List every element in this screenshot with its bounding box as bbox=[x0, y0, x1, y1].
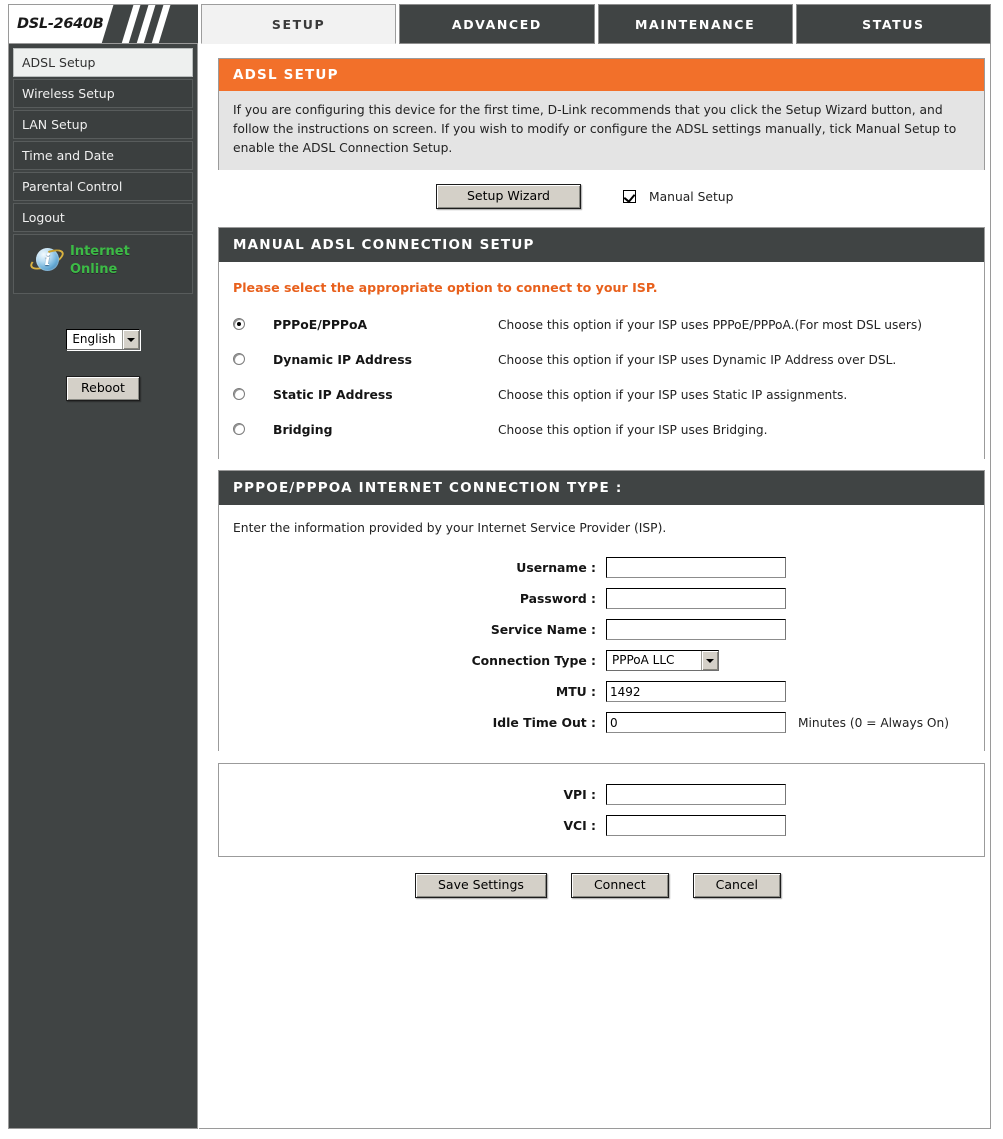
isp-option-row-static bbox=[233, 387, 968, 404]
top-navigation-bar bbox=[8, 4, 991, 44]
connection-type-row bbox=[233, 650, 968, 671]
cancel-button[interactable]: Cancel bbox=[693, 873, 781, 898]
idle-time-out-label: Idle Time Out : bbox=[492, 715, 596, 730]
radio-cell bbox=[233, 352, 255, 368]
sidebar-item-time-and-date[interactable]: Time and Date bbox=[13, 141, 193, 170]
manual-setup-checkbox[interactable] bbox=[623, 190, 636, 203]
sidebar bbox=[8, 44, 198, 1129]
atm-pvc-panel bbox=[218, 763, 985, 857]
spacer-3 bbox=[218, 459, 984, 470]
vci-row bbox=[233, 815, 968, 836]
isp-option-row-pppoe bbox=[233, 317, 968, 334]
password-label: Password : bbox=[519, 591, 596, 606]
service-name-row bbox=[233, 619, 968, 640]
main-content bbox=[199, 44, 991, 1129]
reboot-wrapper bbox=[13, 376, 193, 401]
adsl-setup-description: If you are configuring this device for the first time, D-Link recommends that you click the Setup Wizard button, and follow the instructions on screen. If you wish to modify or configure the ADSL settings manually, tick Manual Setup to enable the ADSL Connection Setup. bbox=[219, 91, 984, 170]
action-buttons-row bbox=[212, 857, 984, 908]
mtu-row bbox=[233, 681, 968, 702]
connect-button[interactable]: Connect bbox=[571, 873, 669, 898]
chevron-down-icon[interactable] bbox=[701, 651, 718, 670]
language-select-value: English bbox=[72, 332, 116, 346]
sidebar-item-lan-setup[interactable]: LAN Setup bbox=[13, 110, 193, 139]
pppoe-section-description: Enter the information provided by your Internet Service Provider (ISP). bbox=[233, 521, 667, 535]
tab-status[interactable]: STATUS bbox=[796, 4, 991, 44]
radio-pppoe-pppoa[interactable] bbox=[233, 318, 245, 330]
sidebar-item-adsl-setup[interactable]: ADSL Setup bbox=[13, 48, 193, 77]
reboot-button[interactable]: Reboot bbox=[66, 376, 140, 401]
pppoe-section-body bbox=[219, 505, 984, 751]
idle-time-out-row bbox=[233, 712, 968, 733]
username-label: Username : bbox=[516, 560, 596, 575]
connection-type-label: Connection Type : bbox=[471, 653, 596, 668]
manual-connection-panel bbox=[218, 227, 985, 459]
isp-option-prompt: Please select the appropriate option to connect to your ISP. bbox=[233, 280, 658, 295]
radio-bridging[interactable] bbox=[233, 423, 245, 435]
sidebar-item-parental-control[interactable]: Parental Control bbox=[13, 172, 193, 201]
internet-status-box bbox=[13, 234, 193, 294]
spacer-4 bbox=[218, 751, 984, 763]
atm-pvc-body bbox=[219, 764, 984, 856]
isp-option-label: Bridging bbox=[273, 422, 333, 437]
radio-cell bbox=[233, 422, 255, 438]
device-model-label: DSL-2640B bbox=[17, 16, 104, 32]
username-input[interactable] bbox=[606, 557, 786, 578]
chevron-down-icon[interactable] bbox=[122, 330, 139, 349]
vpi-row bbox=[233, 784, 968, 805]
tab-setup[interactable]: SETUP bbox=[201, 4, 396, 44]
adsl-setup-title: ADSL SETUP bbox=[219, 59, 984, 91]
isp-option-description: Choose this option if your ISP uses PPPoE/PPPoA.(For most DSL users) bbox=[498, 318, 922, 332]
internet-status-line1: Internet bbox=[70, 244, 130, 259]
connection-type-value: PPPoA LLC bbox=[612, 653, 675, 667]
language-select[interactable] bbox=[66, 329, 139, 350]
internet-status-label bbox=[70, 243, 130, 279]
pppoe-section-title: PPPOE/PPPOA INTERNET CONNECTION TYPE : bbox=[219, 471, 984, 505]
save-settings-button[interactable]: Save Settings bbox=[415, 873, 547, 898]
idle-time-out-suffix: Minutes (0 = Always On) bbox=[798, 715, 949, 730]
isp-option-row-bridging bbox=[233, 422, 968, 439]
vpi-label: VPI : bbox=[563, 787, 596, 802]
connection-type-select[interactable] bbox=[606, 650, 719, 671]
isp-option-description: Choose this option if your ISP uses Static IP assignments. bbox=[498, 388, 848, 402]
isp-option-label: PPPoE/PPPoA bbox=[273, 317, 368, 332]
adsl-setup-panel bbox=[218, 58, 985, 170]
isp-option-label: Static IP Address bbox=[273, 387, 393, 402]
mtu-input[interactable] bbox=[606, 681, 786, 702]
mtu-label: MTU : bbox=[555, 684, 596, 699]
radio-static-ip-address[interactable] bbox=[233, 388, 245, 400]
radio-cell bbox=[233, 387, 255, 403]
setup-wizard-row bbox=[218, 170, 984, 227]
radio-cell bbox=[233, 317, 255, 333]
isp-option-description: Choose this option if your ISP uses Bridging. bbox=[498, 423, 768, 437]
manual-connection-title: MANUAL ADSL CONNECTION SETUP bbox=[219, 228, 984, 262]
vci-input[interactable] bbox=[606, 815, 786, 836]
internet-globe-icon bbox=[28, 243, 66, 279]
idle-time-out-input[interactable] bbox=[606, 712, 786, 733]
service-name-input[interactable] bbox=[606, 619, 786, 640]
manual-setup-label: Manual Setup bbox=[649, 189, 734, 204]
device-logo bbox=[8, 4, 198, 44]
password-row bbox=[233, 588, 968, 609]
isp-option-description: Choose this option if your ISP uses Dynamic IP Address over DSL. bbox=[498, 353, 897, 367]
vpi-input[interactable] bbox=[606, 784, 786, 805]
setup-wizard-button[interactable]: Setup Wizard bbox=[436, 184, 581, 209]
language-selector-wrapper bbox=[13, 328, 193, 350]
tab-advanced[interactable]: ADVANCED bbox=[399, 4, 594, 44]
pppoe-connection-panel bbox=[218, 470, 985, 751]
isp-option-row-dynamic bbox=[233, 352, 968, 369]
manual-connection-body bbox=[219, 262, 984, 459]
sidebar-item-wireless-setup[interactable]: Wireless Setup bbox=[13, 79, 193, 108]
internet-status-line2: Online bbox=[70, 262, 118, 277]
radio-dynamic-ip-address[interactable] bbox=[233, 353, 245, 365]
sidebar-item-logout[interactable]: Logout bbox=[13, 203, 193, 232]
service-name-label: Service Name : bbox=[490, 622, 596, 637]
tab-maintenance[interactable]: MAINTENANCE bbox=[598, 4, 793, 44]
vci-label: VCI : bbox=[563, 818, 596, 833]
username-row bbox=[233, 557, 968, 578]
password-input[interactable] bbox=[606, 588, 786, 609]
isp-option-label: Dynamic IP Address bbox=[273, 352, 412, 367]
